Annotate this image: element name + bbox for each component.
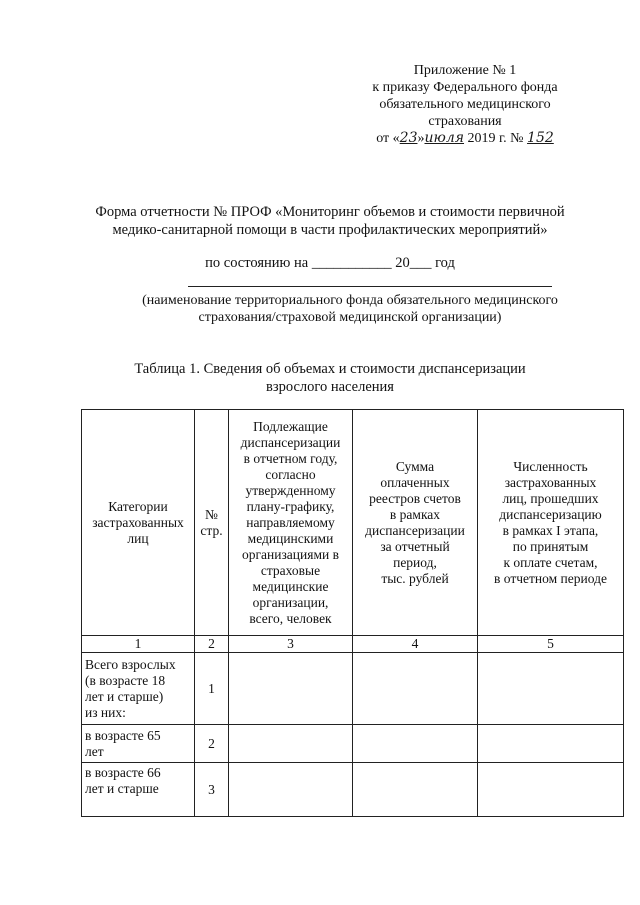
column-number: 5 — [478, 636, 624, 653]
column-number: 2 — [195, 636, 229, 653]
value-cell[interactable] — [353, 763, 478, 817]
date-year: 2019 г. № — [467, 131, 524, 146]
table-row — [82, 763, 624, 817]
value-cell[interactable] — [353, 653, 478, 725]
header-category: Категории застрахованных лиц — [82, 410, 195, 636]
header-screened-count: Численность застрахованных лиц, прошедших диспансеризацию в рамках I этапа, по принятым к оплате счетам, в отчетном периоде — [478, 410, 624, 636]
table-row — [82, 653, 624, 725]
appendix-line-1: Приложение № 1 — [413, 63, 517, 78]
value-cell[interactable] — [229, 763, 353, 817]
table-title-line-1: Таблица 1. Сведения об объемах и стоимости диспансеризации — [134, 361, 526, 377]
value-cell[interactable] — [478, 763, 624, 817]
date-prefix: от « — [376, 131, 400, 146]
row-category: Всего взрослых (в возрасте 18 лет и старше) из них: — [82, 653, 195, 725]
table-title — [120, 360, 540, 396]
order-date-line — [340, 130, 590, 147]
form-title-line-2: медико-санитарной помощи в части профилактических мероприятий» — [112, 222, 548, 238]
value-cell[interactable] — [353, 725, 478, 763]
data-table — [81, 409, 624, 817]
column-number: 1 — [82, 636, 195, 653]
header-paid-amount: Сумма оплаченных реестров счетов в рамках диспансеризации за отчетный период, тыс. рублей — [353, 410, 478, 636]
row-category: в возрасте 65 лет — [82, 725, 195, 763]
column-number: 3 — [229, 636, 353, 653]
organization-caption-line-2: страхования/страховой медицинской организации) — [198, 310, 502, 325]
row-number: 3 — [195, 763, 229, 817]
value-cell[interactable] — [478, 653, 624, 725]
row-number: 1 — [195, 653, 229, 725]
organization-caption — [100, 292, 600, 326]
handwritten-day: 23 — [399, 130, 418, 146]
header-row-number: № стр. — [195, 410, 229, 636]
column-numbering-row — [82, 636, 624, 653]
header-subject-to-screening: Подлежащие диспансеризации в отчетном году, согласно утвержденному плану-графику, направляемому медицинскими организациями в страховые медицинские организации, всего, человек — [229, 410, 353, 636]
value-cell[interactable] — [229, 653, 353, 725]
appendix-line-4: страхования — [428, 114, 502, 129]
organization-name-rule — [188, 286, 552, 287]
form-title-line-1: Форма отчетности № ПРОФ «Мониторинг объемов и стоимости первичной — [95, 204, 565, 220]
handwritten-order-number: 152 — [527, 130, 554, 146]
appendix-block — [340, 62, 590, 147]
date-mid: » — [417, 131, 425, 146]
table-title-line-2: взрослого населения — [266, 379, 394, 395]
form-title — [60, 203, 600, 239]
row-number: 2 — [195, 725, 229, 763]
table-row — [82, 725, 624, 763]
row-category: в возрасте 66 лет и старше — [82, 763, 195, 817]
as-of-date-line: по состоянию на ___________ 20___ год — [205, 255, 455, 271]
organization-caption-line-1: (наименование территориального фонда обязательного медицинского — [142, 293, 558, 308]
header-row — [82, 410, 624, 636]
value-cell[interactable] — [478, 725, 624, 763]
column-number: 4 — [353, 636, 478, 653]
value-cell[interactable] — [229, 725, 353, 763]
handwritten-month: июля — [424, 130, 465, 146]
appendix-line-3: обязательного медицинского — [379, 97, 551, 112]
appendix-line-2: к приказу Федерального фонда — [372, 80, 558, 95]
